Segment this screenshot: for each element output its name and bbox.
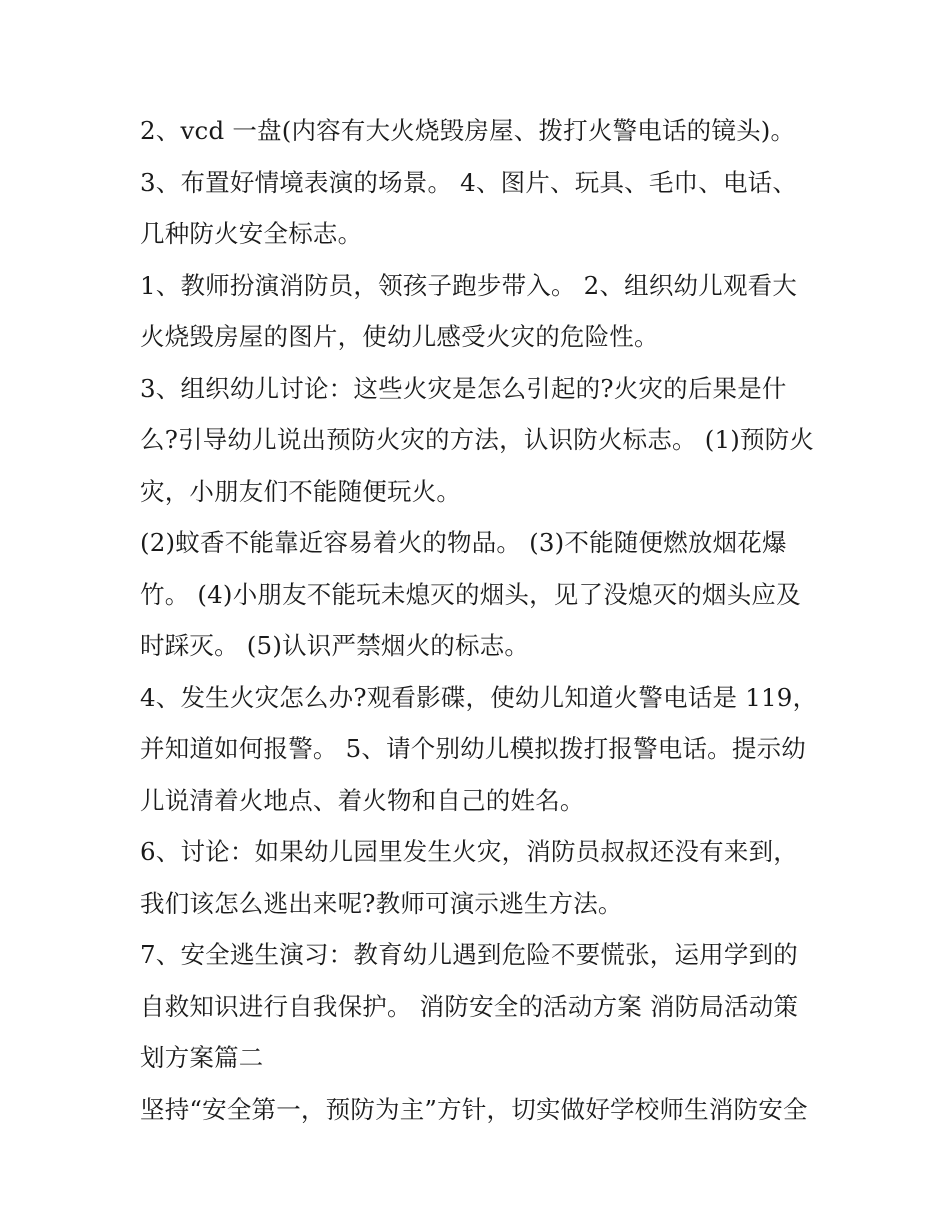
text-line: 坚持“安全第一，预防为主”方针，切实做好学校师生消防安全 xyxy=(140,1095,808,1124)
text-line: 3、组织幼儿讨论：这些火灾是怎么引起的?火灾的后果是什 xyxy=(140,374,787,403)
text-line: 竹。 (4)小朋友不能玩未熄灭的烟头，见了没熄灭的烟头应及 xyxy=(140,580,801,609)
text-line: 几种防火安全标志。 xyxy=(140,219,363,248)
text-line: 7、安全逃生演习：教育幼儿遇到危险不要慌张，运用学到的 xyxy=(140,940,798,969)
text-line: 划方案篇二 xyxy=(140,1043,264,1072)
text-line: 3、布置好情境表演的场景。 4、图片、玩具、毛巾、电话、 xyxy=(140,168,798,197)
text-line: 2、vcd 一盘(内容有大火烧毁房屋、拨打火警电话的镜头)。 xyxy=(140,116,796,145)
text-line: 并知道如何报警。 5、请个别幼儿模拟拨打报警电话。提示幼 xyxy=(140,734,806,763)
text-line: 1、教师扮演消防员，领孩子跑步带入。 2、组织幼儿观看大 xyxy=(140,271,798,300)
text-line: 6、讨论：如果幼儿园里发生火灾，消防员叔叔还没有来到， xyxy=(140,837,798,866)
text-line: 儿说清着火地点、着火物和自己的姓名。 xyxy=(140,786,585,815)
text-line: 么?引导幼儿说出预防火灾的方法，认识防火标志。 (1)预防火 xyxy=(140,425,815,454)
text-line: 我们该怎么逃出来呢?教师可演示逃生方法。 xyxy=(140,889,623,918)
text-line: (2)蚊香不能靠近容易着火的物品。 (3)不能随便燃放烟花爆 xyxy=(140,528,787,557)
text-line: 灾，小朋友们不能随便玩火。 xyxy=(140,477,462,506)
text-line: 火烧毁房屋的图片，使幼儿感受火灾的危险性。 xyxy=(140,322,659,351)
text-line: 4、发生火灾怎么办?观看影碟，使幼儿知道火警电话是 119， xyxy=(140,683,818,712)
text-line: 自救知识进行自我保护。 消防安全的活动方案 消防局活动策 xyxy=(140,992,799,1021)
text-line: 时踩灭。 (5)认识严禁烟火的标志。 xyxy=(140,631,530,660)
